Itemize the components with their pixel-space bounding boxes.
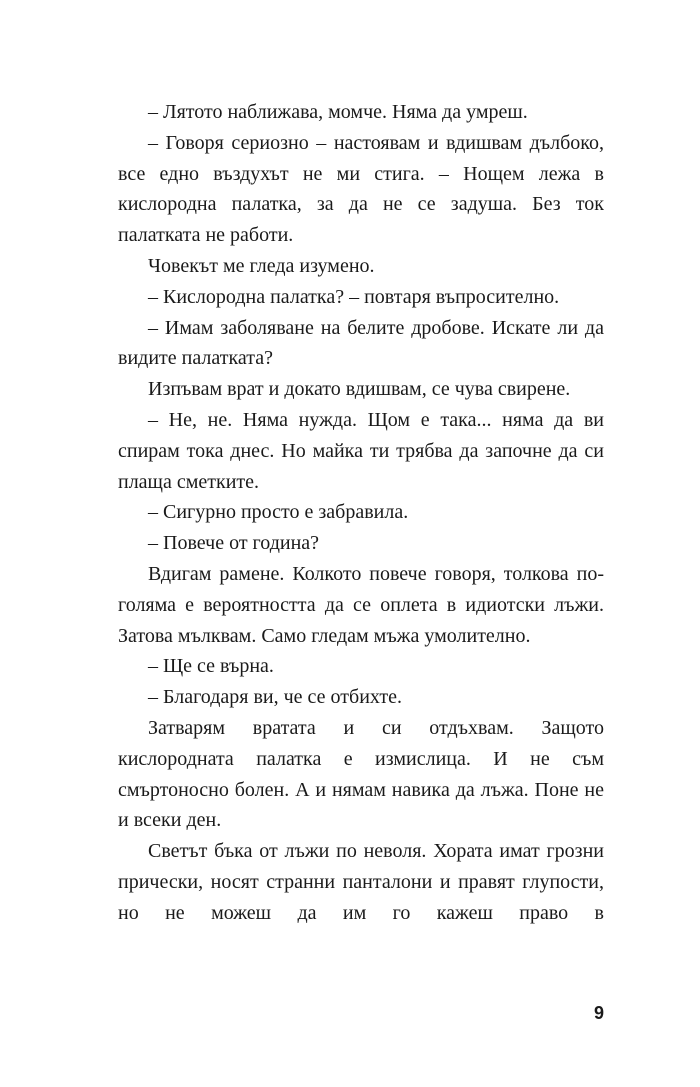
paragraph-6: Изпъвам врат и докато вдишвам, се чува свирене. [148,378,571,401]
paragraph-1: – Лятото наближава, момче. Няма да умреш. [148,101,528,123]
page-number: 9 [593,1003,604,1023]
paragraph-3: Човекът ме гледа изумено. [148,254,375,277]
paragraph-7: – Не, не. Няма нужда. Щом е така... няма да ви спирам тока днес. Но майка ти трябва да започне да си плаща сметките. [118,408,604,493]
paragraph-13: Затварям вратата и си отдъхвам. Защото кислородната палатка е измислица. И не съм смъртоносно болен. А и нямам навика да лъжа. Поне не и всеки ден. [118,716,604,832]
paragraph-14: Светът бъка от лъжи по неволя. Хората имат грозни прически, носят странни панталони и правят глупости, но не можеш да им го кажеш право в [118,840,604,924]
paragraph-5: – Имам заболяване на белите дробове. Искате ли да видите палатката? [118,316,604,370]
paragraph-2: – Говоря сериозно – настоявам и вдишвам дълбоко, все едно въздухът не ми стига. – Нощем лежа в кислородна палатка, за да не се задуша. Без ток палатката не работи. [118,131,604,247]
paragraph-4: – Кислородна палатка? – повтаря въпросително. [148,285,560,308]
paragraph-10: Вдигам рамене. Колкото повече говоря, толкова по-голяма е вероятността да се оплета в идиотски лъжи. Затова мълквам. Само гледам мъжа умолително. [118,562,604,647]
paragraph-11: – Ще се върна. [148,655,274,678]
body-text [118,97,604,929]
paragraph-12: – Благодаря ви, че се отбихте. [148,686,403,709]
paragraph-8: – Сигурно просто е забравила. [148,501,409,524]
paragraph-9: – Повече от година? [148,532,320,555]
